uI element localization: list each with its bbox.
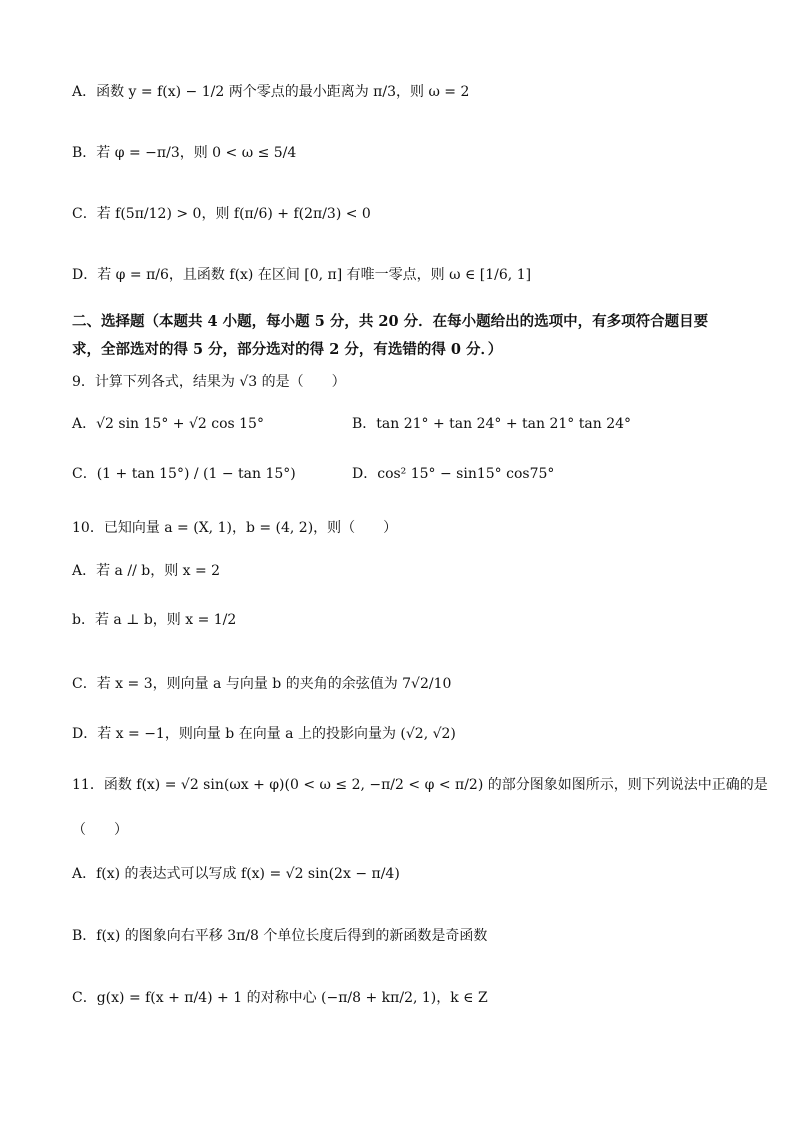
q10-stem: 10．已知向量 a = (X, 1)，b = (4, 2)，则（ ） bbox=[72, 520, 398, 536]
q10-option-b: b．若 a ⊥ b，则 x = 1/2 bbox=[72, 612, 237, 628]
option-d-prev: D．若 φ = π/6，且函数 f(x) 在区间 [0, π] 有唯一零点，则 ω ∈ [1/6, 1] bbox=[72, 267, 532, 283]
option-b-prev: B．若 φ = −π/3，则 0 < ω ≤ 5/4 bbox=[72, 145, 297, 161]
q10-option-c: C．若 x = 3，则向量 a 与向量 b 的夹角的余弦值为 7√2/10 bbox=[72, 676, 452, 692]
q9-option-d: D．cos² 15° − sin15° cos75° bbox=[352, 466, 555, 482]
q10-option-d: D．若 x = −1，则向量 b 在向量 a 上的投影向量为 (√2, √2) bbox=[72, 726, 456, 742]
q9-stem: 9．计算下列各式，结果为 √3 的是（ ） bbox=[72, 374, 346, 390]
section-heading: 二、选择题（本题共 4 小题，每小题 5 分，共 20 分．在每小题给出的选项中，有多项符合题目要求，全部选对的得 5 分，部分选对的得 2 分，有选错的得 0 分．） bbox=[72, 313, 709, 358]
q9-option-a: A．√2 sin 15° + √2 cos 15° bbox=[72, 416, 264, 432]
q9-option-b: B．tan 21° + tan 24° + tan 21° tan 24° bbox=[352, 416, 632, 432]
q9-option-c: C．(1 + tan 15°) / (1 − tan 15°) bbox=[72, 466, 296, 482]
q11-option-c: C．g(x) = f(x + π/4) + 1 的对称中心 (−π/8 + kπ/2, 1)，k ∈ Z bbox=[72, 990, 488, 1006]
q11-stem: 11．函数 f(x) = √2 sin(ωx + φ)(0 < ω ≤ 2, −π/2 < φ < π/2) 的部分图象如图所示，则下列说法中正确的是 bbox=[72, 777, 768, 793]
option-c-prev: C．若 f(5π/12) > 0，则 f(π/6) + f(2π/3) < 0 bbox=[72, 206, 371, 222]
q11-option-a: A．f(x) 的表达式可以写成 f(x) = √2 sin(2x − π/4) bbox=[72, 866, 400, 882]
option-a-prev: A．函数 y = f(x) − 1/2 两个零点的最小距离为 π/3，则 ω = 2 bbox=[72, 84, 470, 100]
q11-option-b: B．f(x) 的图象向右平移 3π/8 个单位长度后得到的新函数是奇函数 bbox=[72, 928, 488, 944]
q10-option-a: A．若 a // b，则 x = 2 bbox=[72, 563, 221, 579]
q11-answer-paren: （ ） bbox=[72, 822, 128, 838]
